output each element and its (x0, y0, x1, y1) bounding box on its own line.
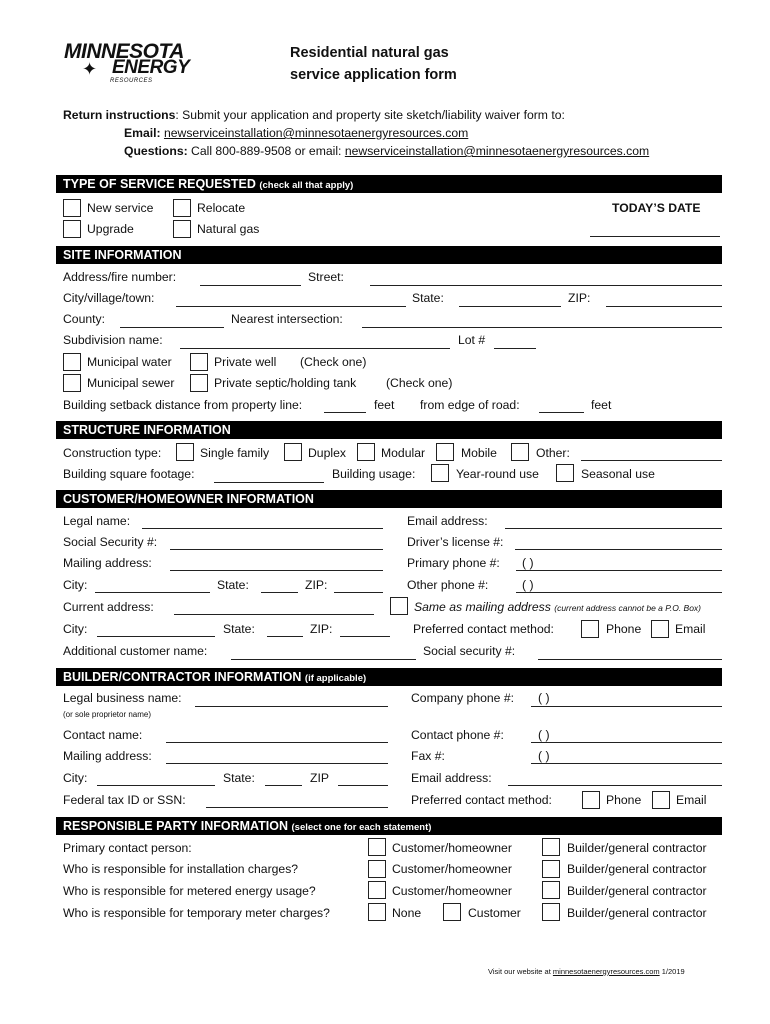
footer (488, 967, 685, 976)
feet-label-1: feet (374, 398, 395, 412)
questions-email-link[interactable]: newserviceinstallation@minnesotaenergyresources.com (344, 144, 650, 158)
same-as-mailing-checkbox[interactable] (390, 597, 408, 615)
address-label: Address/fire number: (63, 270, 177, 284)
q2-customer-label: Customer/homeowner (392, 862, 512, 876)
legal-name-field[interactable] (142, 528, 383, 529)
todays-date-label: TODAY’S DATE (612, 201, 701, 215)
single-family-checkbox[interactable] (176, 443, 194, 461)
return-label: Return instructions (63, 108, 176, 122)
customer-city-field[interactable] (95, 592, 210, 593)
municipal-water-checkbox[interactable] (63, 353, 81, 371)
modular-checkbox[interactable] (357, 443, 375, 461)
temporary-meter-question: Who is responsible for temporary meter charges? (63, 906, 330, 920)
q1-builder-checkbox[interactable] (542, 838, 560, 856)
builder-phone-label: Phone (606, 793, 642, 807)
customer-phone-checkbox[interactable] (581, 620, 599, 638)
other-phone-field[interactable] (516, 592, 722, 593)
private-septic-label: Private septic/holding tank (214, 376, 357, 390)
company-phone-area: ( ) (538, 691, 550, 705)
q4-none-label: None (392, 906, 422, 920)
builder-header-sub: (if applicable) (304, 673, 367, 684)
email-label: Email: (124, 126, 161, 140)
road-distance-field[interactable] (539, 412, 584, 413)
municipal-water-label: Municipal water (87, 355, 172, 369)
feet-label-2: feet (591, 398, 612, 412)
q2-builder-checkbox[interactable] (542, 860, 560, 878)
q4-none-checkbox[interactable] (368, 903, 386, 921)
fax-area: ( ) (538, 749, 550, 763)
municipal-sewer-checkbox[interactable] (63, 374, 81, 392)
fax-label: Fax #: (411, 749, 445, 763)
q1-customer-label: Customer/homeowner (392, 841, 512, 855)
additional-ssn-field[interactable] (538, 659, 722, 660)
natural-gas-label: Natural gas (197, 222, 260, 236)
customer-preferred-label: Preferred contact method: (413, 622, 554, 636)
building-usage-label: Building usage: (332, 467, 416, 481)
municipal-sewer-label: Municipal sewer (87, 376, 175, 390)
builder-email-label: Email address: (411, 771, 492, 785)
customer-mailing-field[interactable] (170, 570, 383, 571)
responsible-header (56, 817, 722, 835)
other-type-label: Other: (536, 446, 570, 460)
other-phone-area: ( ) (522, 578, 534, 592)
customer-email-field[interactable] (505, 528, 722, 529)
structure-header: STRUCTURE INFORMATION (56, 421, 722, 439)
star-icon: ✦ (82, 59, 98, 79)
current-state-field[interactable] (267, 636, 303, 637)
relocate-checkbox[interactable] (173, 199, 191, 217)
footer-website-link[interactable]: minnesotaenergyresources.com (552, 967, 660, 976)
current-address-label: Current address: (63, 600, 154, 614)
private-well-checkbox[interactable] (190, 353, 208, 371)
service-header-title: TYPE OF SERVICE REQUESTED (63, 177, 256, 191)
logo-line2: ENERGY (112, 57, 190, 78)
metered-usage-question: Who is responsible for metered energy usage? (63, 884, 316, 898)
business-name-field[interactable] (195, 706, 388, 707)
todays-date-field[interactable] (590, 236, 720, 237)
company-phone-label: Company phone #: (411, 691, 514, 705)
nearest-intersection-field[interactable] (362, 327, 722, 328)
tax-id-label: Federal tax ID or SSN: (63, 793, 186, 807)
address-field[interactable] (200, 285, 301, 286)
duplex-checkbox[interactable] (284, 443, 302, 461)
footer-visit-text: Visit our website at (488, 967, 551, 976)
current-state-label: State: (223, 622, 255, 636)
lot-field[interactable] (494, 348, 536, 349)
same-as-mailing-label (414, 600, 701, 614)
builder-state-label: State: (223, 771, 255, 785)
additional-ssn-label: Social security #: (423, 644, 516, 658)
primary-phone-label: Primary phone #: (407, 556, 500, 570)
company-phone-field[interactable] (531, 706, 722, 707)
q3-builder-label: Builder/general contractor (567, 884, 707, 898)
form-title-line2: service application form (290, 67, 457, 83)
questions-label: Questions: (124, 144, 188, 158)
square-footage-label: Building square footage: (63, 467, 195, 481)
business-name-label: Legal business name: (63, 691, 182, 705)
builder-mailing-label: Mailing address: (63, 749, 152, 763)
check-one-water: (Check one) (300, 355, 367, 369)
current-address-field[interactable] (174, 614, 374, 615)
sole-proprietor-note: (or sole proprietor name) (63, 710, 152, 719)
nearest-intersection-label: Nearest intersection: (231, 312, 343, 326)
ssn-label: Social Security #: (63, 535, 158, 549)
q1-builder-label: Builder/general contractor (567, 841, 707, 855)
responsible-header-sub: (select one for each statement) (291, 822, 432, 833)
mobile-label: Mobile (461, 446, 497, 460)
q4-builder-checkbox[interactable] (542, 903, 560, 921)
q3-customer-label: Customer/homeowner (392, 884, 512, 898)
site-city-field[interactable] (176, 306, 406, 307)
builder-mailing-field[interactable] (166, 763, 388, 764)
square-footage-field[interactable] (214, 482, 324, 483)
license-field[interactable] (515, 549, 722, 550)
setback-label: Building setback distance from property line: (63, 398, 303, 412)
site-header: SITE INFORMATION (56, 246, 722, 264)
new-service-label: New service (87, 201, 154, 215)
seasonal-label: Seasonal use (581, 467, 655, 481)
builder-phone-checkbox[interactable] (582, 791, 600, 809)
contact-phone-area: ( ) (538, 728, 550, 742)
installation-charges-question: Who is responsible for installation charges? (63, 862, 299, 876)
primary-contact-question: Primary contact person: (63, 841, 192, 855)
other-type-checkbox[interactable] (511, 443, 529, 461)
q4-builder-label: Builder/general contractor (567, 906, 707, 920)
private-well-label: Private well (214, 355, 277, 369)
builder-header-title: BUILDER/CONTRACTOR INFORMATION (63, 670, 302, 684)
customer-city-label: City: (63, 578, 88, 592)
builder-zip-field[interactable] (338, 785, 388, 786)
form-title-line1: Residential natural gas (290, 45, 449, 61)
new-service-checkbox[interactable] (63, 199, 81, 217)
site-state-field[interactable] (459, 306, 561, 307)
customer-zip-field[interactable] (334, 592, 383, 593)
builder-zip-label: ZIP (310, 771, 329, 785)
builder-email-field[interactable] (508, 785, 722, 786)
current-zip-field[interactable] (340, 636, 390, 637)
private-septic-checkbox[interactable] (190, 374, 208, 392)
subdivision-field[interactable] (180, 348, 450, 349)
street-field[interactable] (370, 285, 722, 286)
site-city-label: City/village/town: (63, 291, 155, 305)
duplex-label: Duplex (308, 446, 346, 460)
modular-label: Modular (381, 446, 426, 460)
email-instructions (124, 126, 468, 140)
additional-name-field[interactable] (231, 659, 416, 660)
fax-field[interactable] (531, 763, 722, 764)
construction-type-label: Construction type: (63, 446, 162, 460)
additional-name-label: Additional customer name: (63, 644, 208, 658)
mobile-checkbox[interactable] (436, 443, 454, 461)
year-round-checkbox[interactable] (431, 464, 449, 482)
builder-city-field[interactable] (97, 785, 215, 786)
street-label: Street: (308, 270, 344, 284)
q4-customer-checkbox[interactable] (443, 903, 461, 921)
q1-customer-checkbox[interactable] (368, 838, 386, 856)
builder-email-opt-label: Email (676, 793, 707, 807)
lot-label: Lot # (458, 333, 486, 347)
customer-state-field[interactable] (261, 592, 298, 593)
single-family-label: Single family (200, 446, 270, 460)
upgrade-label: Upgrade (87, 222, 134, 236)
other-type-field[interactable] (581, 460, 722, 461)
same-as-mailing-text: Same as mailing address (414, 600, 551, 614)
contact-phone-field[interactable] (531, 742, 722, 743)
customer-phone-label: Phone (606, 622, 642, 636)
other-phone-label: Other phone #: (407, 578, 489, 592)
email-link[interactable]: newserviceinstallation@minnesotaenergyresources.com (163, 126, 469, 140)
company-logo (64, 40, 204, 90)
builder-header (56, 668, 722, 686)
site-zip-label: ZIP: (568, 291, 591, 305)
builder-state-field[interactable] (265, 785, 302, 786)
current-city-field[interactable] (97, 636, 215, 637)
return-instructions (63, 108, 565, 122)
contact-name-label: Contact name: (63, 728, 143, 742)
logo-line1: MINNESOTA (64, 40, 184, 63)
responsible-header-title: RESPONSIBLE PARTY INFORMATION (63, 819, 289, 833)
q3-builder-checkbox[interactable] (542, 881, 560, 899)
natural-gas-checkbox[interactable] (173, 220, 191, 238)
q2-builder-label: Builder/general contractor (567, 862, 707, 876)
current-city-label: City: (63, 622, 88, 636)
po-box-note: (current address cannot be a P.O. Box) (554, 603, 702, 613)
customer-header: CUSTOMER/HOMEOWNER INFORMATION (56, 490, 722, 508)
from-road-label: from edge of road: (420, 398, 520, 412)
builder-preferred-label: Preferred contact method: (411, 793, 552, 807)
seasonal-checkbox[interactable] (556, 464, 574, 482)
county-label: County: (63, 312, 106, 326)
current-zip-label: ZIP: (310, 622, 333, 636)
builder-city-label: City: (63, 771, 88, 785)
primary-phone-field[interactable] (516, 570, 722, 571)
service-header (56, 175, 722, 193)
service-header-sub: (check all that apply) (259, 180, 354, 191)
builder-email-checkbox[interactable] (652, 791, 670, 809)
subdivision-label: Subdivision name: (63, 333, 163, 347)
ssn-field[interactable] (170, 549, 383, 550)
primary-phone-area: ( ) (522, 556, 534, 570)
contact-name-field[interactable] (166, 742, 388, 743)
check-one-sewer: (Check one) (386, 376, 453, 390)
footer-date: 1/2019 (661, 967, 685, 976)
setback-field[interactable] (324, 412, 366, 413)
customer-email-label: Email address: (407, 514, 488, 528)
customer-zip-label: ZIP: (305, 578, 328, 592)
license-label: Driver’s license #: (407, 535, 504, 549)
upgrade-checkbox[interactable] (63, 220, 81, 238)
site-zip-field[interactable] (606, 306, 722, 307)
questions-instructions (124, 144, 649, 158)
year-round-label: Year-round use (456, 467, 539, 481)
legal-name-label: Legal name: (63, 514, 131, 528)
tax-id-field[interactable] (206, 807, 388, 808)
relocate-label: Relocate (197, 201, 246, 215)
customer-mailing-label: Mailing address: (63, 556, 152, 570)
contact-phone-label: Contact phone #: (411, 728, 504, 742)
customer-state-label: State: (217, 578, 249, 592)
q3-customer-checkbox[interactable] (368, 881, 386, 899)
q2-customer-checkbox[interactable] (368, 860, 386, 878)
questions-text: Call 800-889-9508 or email: (191, 144, 342, 158)
return-text: : Submit your application and property site sketch/liability waiver form to: (175, 108, 565, 122)
q4-customer-label: Customer (468, 906, 521, 920)
site-state-label: State: (412, 291, 444, 305)
customer-email-checkbox[interactable] (651, 620, 669, 638)
logo-line3: RESOURCES (110, 78, 153, 84)
customer-email-opt-label: Email (675, 622, 706, 636)
county-field[interactable] (120, 327, 224, 328)
